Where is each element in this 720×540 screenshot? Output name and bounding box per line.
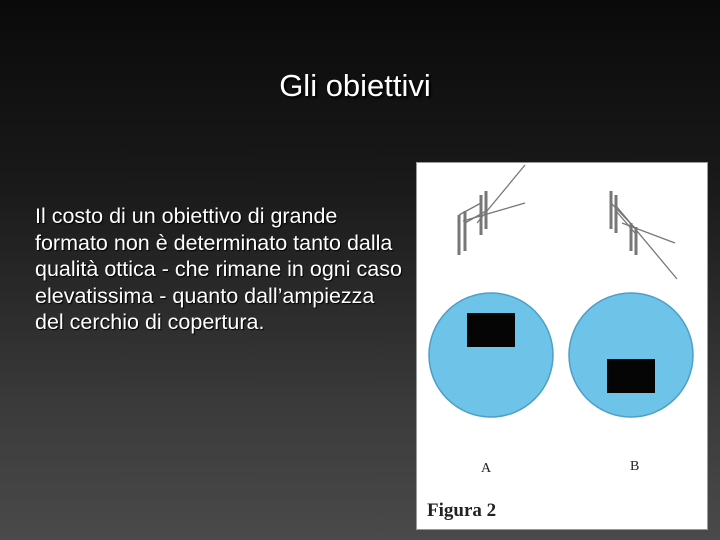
lens-diagram-b	[611, 191, 677, 279]
figure-panel	[416, 162, 708, 530]
film-format-rect-a	[467, 313, 515, 347]
figure-caption: Figura 2	[427, 500, 497, 521]
slide-title: Gli obiettivi	[279, 68, 431, 103]
lens-diagram-a	[459, 165, 525, 255]
figure-diagram	[417, 163, 709, 531]
coverage-circle-b	[569, 293, 693, 417]
slide-body-text: Il costo di un obiettivo di grande formato non è determinato tanto dalla qualità ottica - che rimane in ogni caso elevatissima - quanto dall’ampiezza del cerchio di copertura.	[35, 204, 402, 334]
film-format-rect-b	[607, 359, 655, 393]
coverage-circle-a	[429, 293, 553, 417]
figure-label-a: A	[481, 461, 492, 476]
figure-label-b: B	[630, 459, 640, 474]
